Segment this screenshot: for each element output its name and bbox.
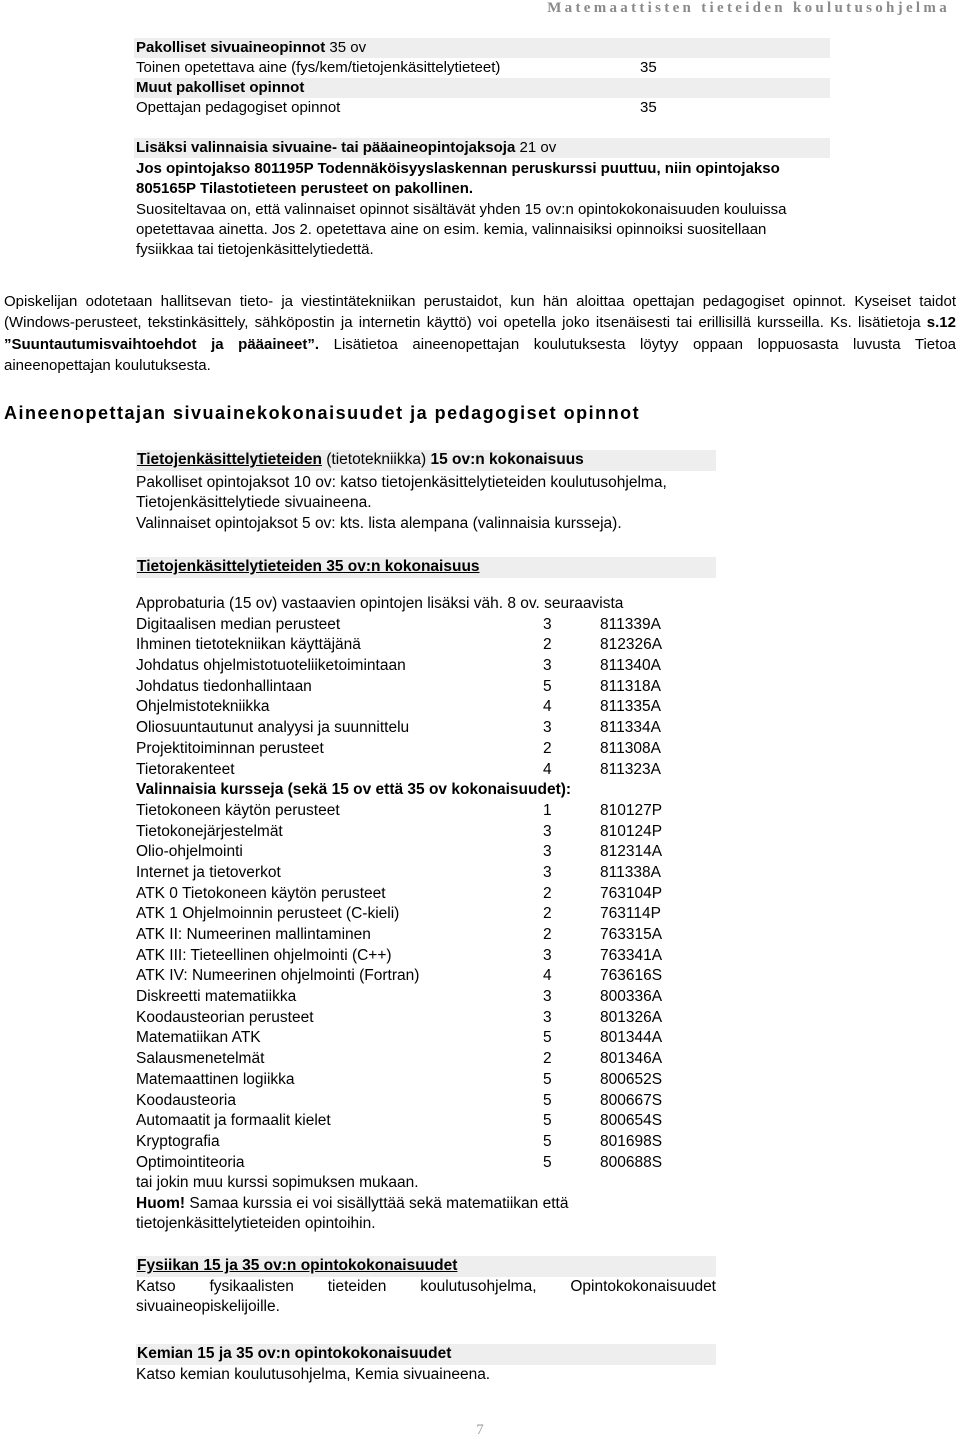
intro-text-1: Opiskelijan odotetaan hallitsevan tieto- ja viestintätekniikan perustaidot, kun hän aloittaa opettajan pedagogiset opinnot. Kyseiset taidot (Windows-perusteet, tekstinkäsittely, sähköpostin ja internetin käyttö) voi opetella joko itsenäisesti tai erillisillä kursseilla. Ks. lisätietoja (4, 293, 956, 332)
course-name: Ihminen tietotekniikan käyttäjänä (136, 636, 361, 654)
tkt-35-heading: Tietojenkäsittelytieteiden 35 ov:n kokonaisuus (136, 557, 716, 578)
course-code: 811334A (600, 719, 661, 737)
course-credits: 3 (543, 843, 552, 861)
course-code: 800688S (600, 1153, 663, 1171)
course-name: Johdatus tiedonhallintaan (136, 677, 312, 695)
course-credits: 3 (543, 615, 552, 633)
course-row (136, 1153, 716, 1174)
course-credits: 3 (543, 1008, 552, 1026)
course-credits: 3 (543, 946, 552, 964)
course-name: Tietokoneen käytön perusteet (136, 801, 340, 819)
heading-part: 15 ov:n kokonaisuus (430, 451, 584, 468)
course-name: Digitaalisen median perusteet (136, 615, 341, 633)
tkt-35-section (136, 557, 716, 578)
course-name: Johdatus ohjelmistotuoteliiketoimintaan (136, 657, 406, 675)
tkt-15-heading (136, 450, 716, 471)
course-credits: 2 (543, 739, 552, 757)
summary-row-pakolliset (134, 38, 830, 58)
course-row (136, 863, 716, 884)
course-code: 801346A (600, 1050, 663, 1068)
course-row (136, 904, 716, 925)
course-code: 812314A (600, 843, 663, 861)
summary-row-toinen-aine (134, 58, 830, 78)
approbatur-line: Approbaturia (15 ov) vastaavien opintojen lisäksi väh. 8 ov. seuraavista (136, 595, 624, 612)
course-code: 812326A (600, 636, 663, 654)
course-row (136, 1070, 716, 1091)
summary-row-credits: 35 (640, 59, 657, 76)
course-code: 801344A (600, 1029, 663, 1047)
course-code: 811308A (600, 739, 661, 757)
course-row (136, 1028, 716, 1049)
course-name: ATK IV: Numeerinen ohjelmointi (Fortran) (136, 967, 420, 985)
tkt-15-section (136, 450, 716, 534)
summary-row-label: Opettajan pedagogiset opinnot (136, 99, 341, 116)
course-credits: 1 (543, 801, 552, 819)
intro-text-2: Lisätietoa aineenopettajan koulutuksesta löytyy oppaan loppuosasta luvusta Tietoa aineenopettajan koulutuksesta. (4, 335, 956, 374)
course-name: Koodausteorian perusteet (136, 1008, 314, 1026)
other-course-line: tai jokin muu kurssi sopimuksen mukaan. (136, 1174, 419, 1192)
course-credits: 5 (543, 1091, 552, 1109)
course-code: 800667S (600, 1091, 663, 1109)
course-row (136, 987, 716, 1008)
elective-heading: Valinnaisia kursseja (sekä 15 ov että 35 ov kokonaisuudet): (136, 781, 572, 799)
course-name: ATK 0 Tietokoneen käytön perusteet (136, 884, 386, 902)
course-code: 810127P (600, 801, 663, 819)
course-credits: 3 (543, 822, 552, 840)
course-credits: 4 (543, 967, 552, 985)
course-name: Tietorakenteet (136, 760, 235, 778)
course-code: 811335A (600, 698, 661, 716)
course-row (136, 760, 716, 781)
course-credits: 2 (543, 884, 552, 902)
course-credits: 2 (543, 1050, 552, 1068)
course-code: 763341A (600, 946, 663, 964)
course-row (136, 1091, 716, 1112)
physics-heading: Fysiikan 15 ja 35 ov:n opintokokonaisuudet (136, 1256, 716, 1277)
course-code: 811323A (600, 760, 661, 778)
course-name: Optimointiteoria (136, 1153, 245, 1171)
course-credits: 2 (543, 926, 552, 943)
course-name: Kryptografia (136, 1132, 220, 1150)
intro-paragraph (4, 291, 956, 376)
elective-course-list (136, 801, 716, 1173)
summary-row-valinnaisia (134, 138, 830, 158)
summary-row-label: Toinen opetettava aine (fys/kem/tietojenkäsittelytieteet) (136, 59, 501, 76)
course-row (136, 656, 716, 677)
course-code: 763104P (600, 884, 663, 902)
heading-part: (tietotekniikka) (321, 451, 431, 468)
note-text: Samaa kurssia ei voi sisällyttää sekä matematiikan että tietojenkäsittelytieteiden opintoihin. (136, 1194, 569, 1233)
course-listing (136, 594, 716, 1235)
note-label: Huom! (136, 1194, 186, 1212)
course-credits: 3 (543, 863, 552, 881)
chemistry-text: Katso kemian koulutusohjelma, Kemia sivuaineena. (136, 1365, 491, 1383)
course-name: Projektitoiminnan perusteet (136, 739, 324, 757)
course-name: Koodausteoria (136, 1091, 236, 1109)
required-course-list (136, 615, 716, 781)
course-name: Automaatit ja formaalit kielet (136, 1112, 331, 1130)
course-row (136, 946, 716, 967)
course-name: ATK II: Numeerinen mallintaminen (136, 926, 371, 943)
summary-row-credits: 35 ov (325, 39, 367, 56)
physics-text: Katso fysikaalisten tieteiden koulutusohjelma, Opintokokonaisuudet sivuaineopiskelijoille. (136, 1277, 716, 1315)
course-code: 763315A (600, 926, 663, 943)
course-row (136, 925, 716, 946)
course-code: 811338A (600, 863, 661, 881)
course-row (136, 884, 716, 905)
summary-row-credits: 35 (640, 99, 657, 116)
course-code: 801698S (600, 1132, 663, 1150)
physics-section (136, 1256, 716, 1318)
course-row (136, 677, 716, 698)
summary-note: Suositeltavaa on, että valinnaiset opinnot sisältävät yhden 15 ov:n opintokokonaisuuden kouluissa opetettavaa ainetta. Jos 2. opetettava aine on esim. kemia, valinnaisiksi opinnoiksi suositellaan fysiikkaa tai tietojenkäsittelytiedettä. (136, 200, 787, 259)
main-heading: Aineenopettajan sivuainekokonaisuudet ja pedagogiset opinnot (4, 403, 641, 423)
course-row (136, 842, 716, 863)
course-row (136, 1132, 716, 1153)
course-credits: 5 (543, 677, 552, 695)
intro-reference: s.12 ”Suuntautumisvaihtoehdot ja pääaineet”. (4, 314, 956, 353)
course-code: 811318A (600, 677, 661, 695)
course-code: 811340A (600, 657, 661, 675)
course-code: 811339A (600, 615, 661, 633)
course-code: 800652S (600, 1070, 663, 1088)
summary-row-credits: 21 ov (515, 139, 557, 156)
course-row (136, 739, 716, 760)
heading-part: Tietojenkäsittelytieteiden (137, 451, 322, 468)
course-code: 810124P (600, 822, 663, 840)
summary-spacer (134, 118, 830, 138)
summary-row-label: Pakolliset sivuaineopinnot (136, 39, 326, 56)
chemistry-heading: Kemian 15 ja 35 ov:n opintokokonaisuudet (136, 1344, 716, 1365)
course-credits: 2 (543, 636, 552, 654)
summary-row-label: Muut pakolliset opinnot (136, 79, 305, 96)
course-row (136, 966, 716, 987)
summary-row-muut (134, 78, 830, 98)
course-name: Olio-ohjelmointi (136, 843, 243, 861)
course-name: ATK III: Tieteellinen ohjelmointi (C++) (136, 946, 392, 964)
course-credits: 2 (543, 905, 552, 923)
note-paragraph (136, 1194, 716, 1235)
course-code: 800336A (600, 988, 663, 1006)
course-row (136, 615, 716, 636)
chemistry-section (136, 1344, 716, 1385)
course-row (136, 1049, 716, 1070)
course-credits: 3 (543, 988, 552, 1006)
course-row (136, 635, 716, 656)
course-name: Diskreetti matematiikka (136, 988, 297, 1006)
tkt-15-elective: Valinnaiset opintojaksot 5 ov: kts. lista alempana (valinnaisia kursseja). (136, 514, 622, 532)
course-credits: 5 (543, 1153, 552, 1171)
course-name: ATK 1 Ohjelmoinnin perusteet (C-kieli) (136, 905, 400, 923)
course-code: 763114P (600, 905, 661, 923)
page-number: 7 (476, 1422, 484, 1438)
course-credits: 4 (543, 698, 552, 716)
course-name: Tietokonejärjestelmät (136, 822, 283, 840)
course-code: 801326A (600, 1008, 663, 1026)
course-code: 763616S (600, 967, 663, 985)
course-credits: 5 (543, 1029, 552, 1047)
summary-row-label: Lisäksi valinnaisia sivuaine- tai pääaineopintojaksoja (136, 139, 516, 156)
course-name: Matemaattinen logiikka (136, 1070, 295, 1088)
course-credits: 5 (543, 1132, 552, 1150)
course-name: Matematiikan ATK (136, 1029, 261, 1047)
course-code: 800654S (600, 1112, 663, 1130)
course-row (136, 1111, 716, 1132)
course-credits: 4 (543, 760, 552, 778)
course-row (136, 1008, 716, 1029)
course-name: Ohjelmistotekniikka (136, 698, 270, 716)
course-name: Oliosuuntautunut analyysi ja suunnittelu (136, 719, 410, 737)
course-credits: 3 (543, 657, 552, 675)
summary-row-pedagogiset (134, 98, 830, 118)
sivuaine-summary-box (134, 38, 830, 260)
course-row (136, 718, 716, 739)
course-row (136, 801, 716, 822)
tkt-15-required: Pakolliset opintojaksot 10 ov: katso tietojenkäsittelytieteiden koulutusohjelma, Tietojenkäsittelytiede sivuaineena. (136, 473, 667, 511)
course-name: Internet ja tietoverkot (136, 863, 281, 881)
course-row (136, 822, 716, 843)
summary-bold-note: Jos opintojakso 801195P Todennäköisyyslaskennan peruskurssi puuttuu, niin opintojakso 805165P Tilastotieteen perusteet on pakollinen. (136, 160, 780, 198)
course-name: Salausmenetelmät (136, 1050, 265, 1068)
course-credits: 5 (543, 1070, 552, 1088)
running-header: Matemaattisten tieteiden koulutusohjelma (547, 0, 950, 16)
course-credits: 5 (543, 1112, 552, 1130)
course-row (136, 697, 716, 718)
course-credits: 3 (543, 719, 552, 737)
